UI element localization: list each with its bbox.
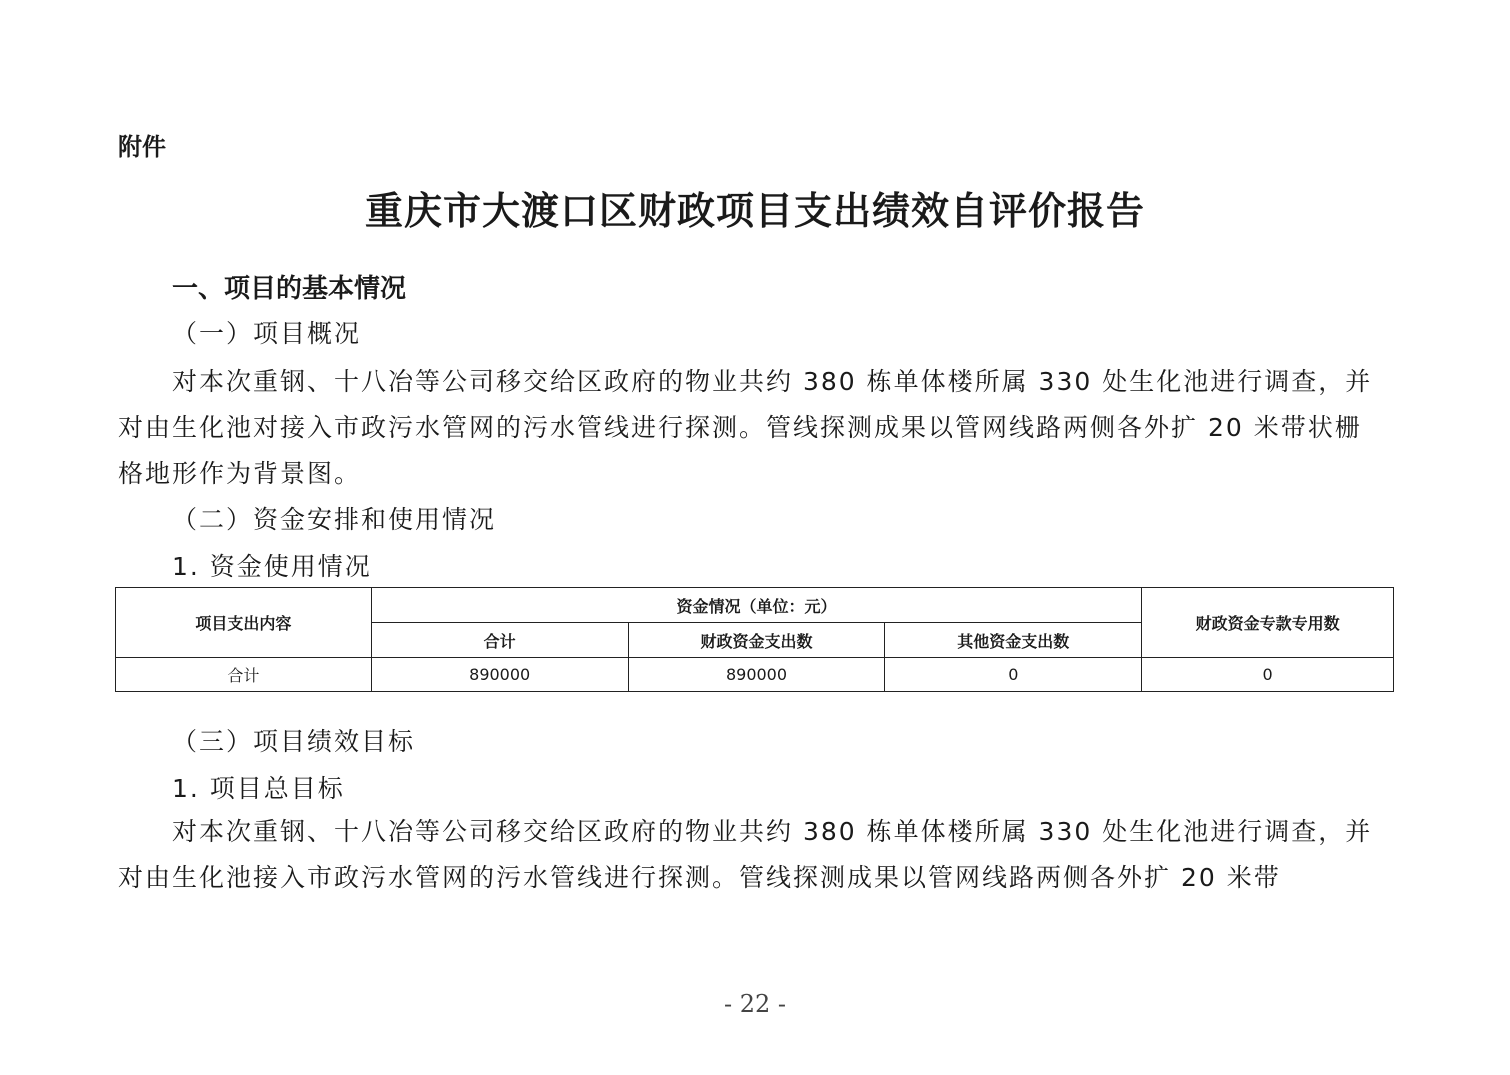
subsection-heading-goals: （三）项目绩效目标 [172,727,416,756]
subsection-heading-funding: （二）资金安排和使用情况 [172,505,497,534]
header-funds: 资金情况（单位：元） [371,588,1141,623]
overall-goal-item: 1. 项目总目标 [172,774,345,803]
funding-table [115,587,1394,692]
funding-usage-item: 1. 资金使用情况 [172,552,372,581]
cell-special: 0 [1142,658,1394,692]
subsection-heading-overview: （一）项目概况 [172,319,362,348]
annex-label: 附件 [118,133,166,161]
cell-fiscal: 890000 [628,658,885,692]
table-row [116,658,1394,692]
cell-total: 890000 [371,658,628,692]
page-number: - 22 - [723,990,786,1018]
section-heading-basic-info: 一、项目的基本情况 [172,274,407,304]
cell-item: 合计 [116,658,372,692]
overview-paragraph: 对本次重钢、十八冶等公司移交给区政府的物业共约 380 栋单体楼所属 330 处生化池进行调查，并对由生化池对接入市政污水管网的污水管线进行探测。管线探测成果以管网线路两侧各外扩 20 米带状栅格地形作为背景图。 [118,367,1373,488]
header-fiscal: 财政资金支出数 [628,623,885,658]
goal-paragraph: 对本次重钢、十八冶等公司移交给区政府的物业共约 380 栋单体楼所属 330 处生化池进行调查，并对由生化池接入市政污水管网的污水管线进行探测。管线探测成果以管网线路两侧各外扩 20 米带 [118,817,1373,892]
report-title: 重庆市大渡口区财政项目支出绩效自评价报告 [364,188,1145,233]
header-item: 项目支出内容 [116,588,372,658]
header-special: 财政资金专款专用数 [1142,588,1394,658]
header-other: 其他资金支出数 [885,623,1142,658]
cell-other: 0 [885,658,1142,692]
header-total: 合计 [371,623,628,658]
